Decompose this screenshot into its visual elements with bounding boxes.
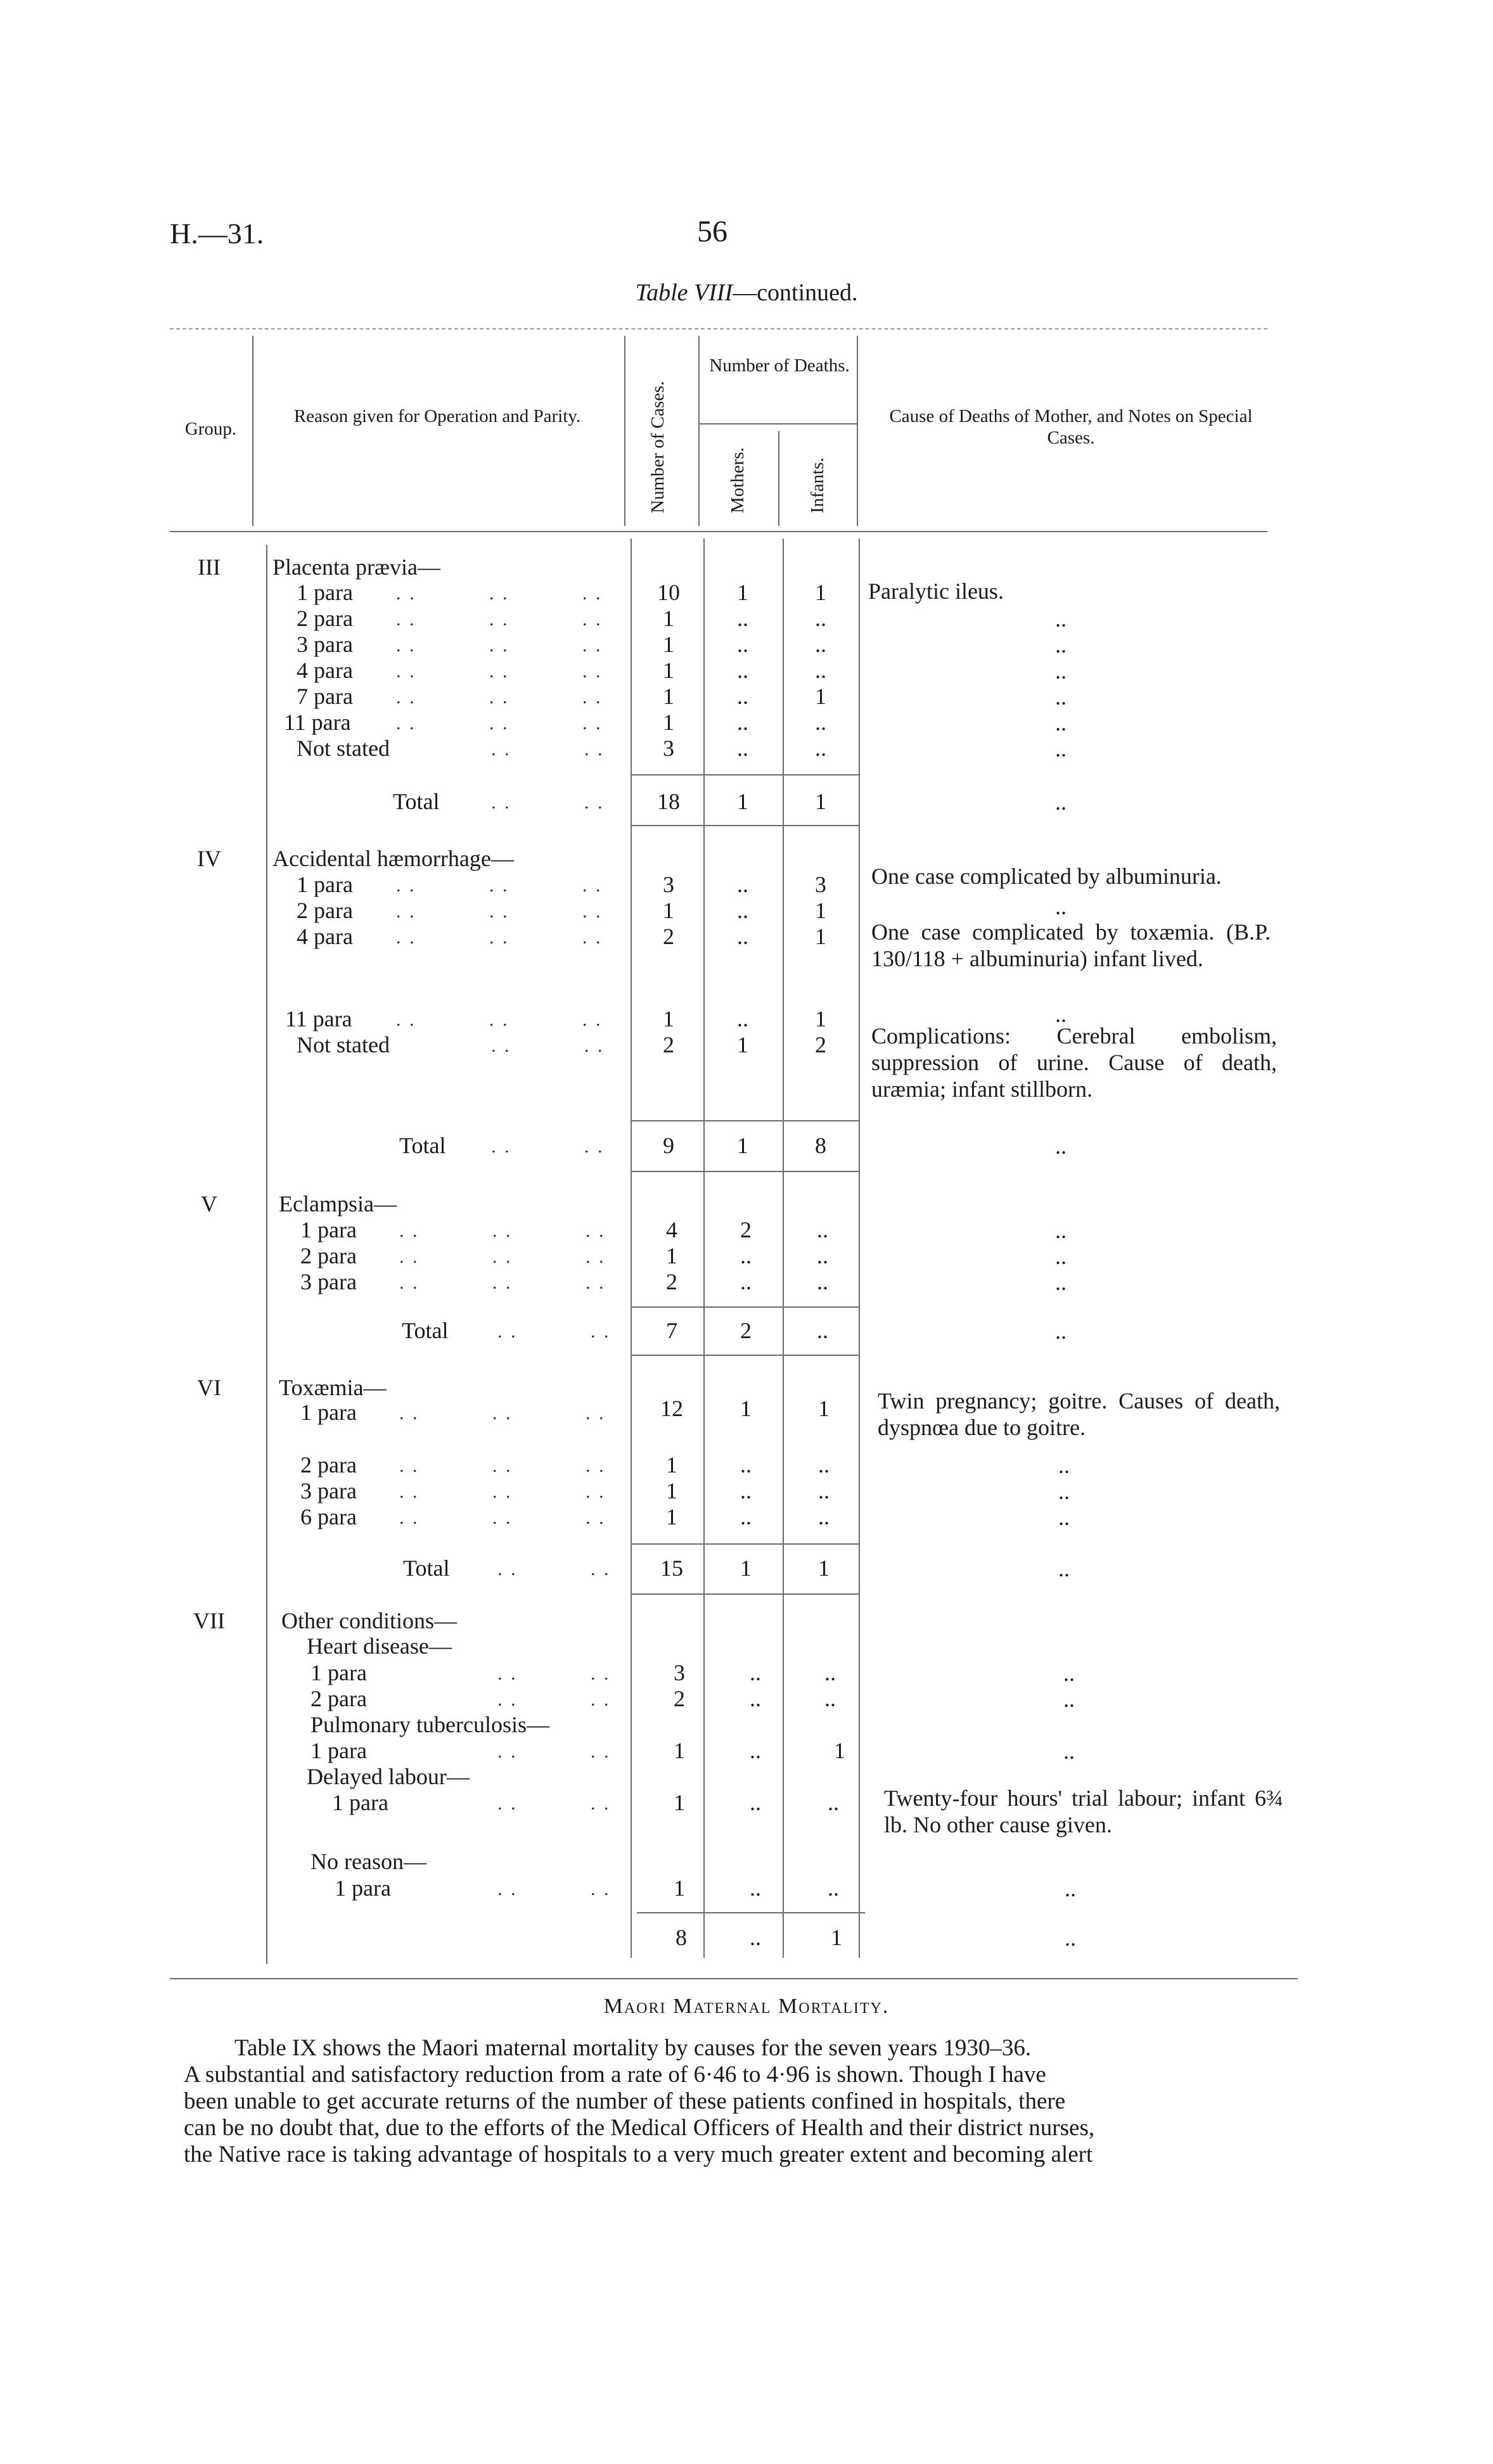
total-note: .. [1058, 1556, 1070, 1581]
group-heading: Accidental hæmorrhage— [272, 846, 514, 871]
row-note: Twenty-four hours' trial labour; infant 6¾ lb. No other cause given. [884, 1785, 1283, 1837]
row-label: 3 para [297, 632, 353, 657]
total-mothers: 1 [737, 789, 748, 814]
row-label: 1 para [311, 1738, 367, 1763]
row-mothers: .. [750, 1790, 761, 1815]
group-label: IV [197, 846, 221, 871]
row-mothers: .. [737, 632, 748, 657]
report-reference: H.—31. [170, 217, 264, 250]
row-infants: 1 [815, 580, 826, 605]
row-label: 1 para [300, 1217, 357, 1242]
row-cases: 10 [657, 580, 680, 605]
row-infants: .. [815, 606, 826, 631]
row-mothers: .. [737, 606, 748, 631]
paragraph-line: the Native race is taking advantage of hospitals to a very much greater extent and becoming alert [184, 2142, 1093, 2167]
row-note: .. [1055, 894, 1067, 919]
row-cases: 1 [666, 1243, 677, 1268]
table-caption-title: Table VIII [635, 279, 733, 306]
row-label: 4 para [297, 658, 353, 683]
row-infants: .. [824, 1660, 836, 1685]
row-note: .. [1055, 736, 1067, 762]
row-mothers: 1 [740, 1396, 752, 1421]
row-cases: 1 [674, 1790, 685, 1815]
row-cases: 1 [666, 1504, 677, 1529]
row-infants: 1 [815, 924, 826, 949]
total-label: Total [403, 1555, 450, 1581]
row-infants: .. [817, 1269, 828, 1294]
row-mothers: .. [740, 1243, 752, 1268]
total-infants: 1 [818, 1555, 830, 1581]
row-mothers: .. [737, 898, 748, 923]
row-cases: 1 [674, 1738, 685, 1763]
row-cases: 1 [663, 658, 674, 683]
row-label: 1 para [332, 1790, 388, 1815]
row-label: 1 para [335, 1875, 391, 1901]
row-label: 2 para [300, 1243, 357, 1268]
total-infants: 8 [815, 1133, 826, 1158]
row-mothers: 2 [740, 1217, 752, 1242]
row-mothers: .. [750, 1875, 761, 1901]
row-infants: .. [818, 1478, 830, 1503]
row-mothers: .. [740, 1452, 752, 1478]
total-mothers: .. [750, 1925, 761, 1950]
row-mothers: .. [737, 924, 748, 949]
row-note: .. [1055, 1218, 1067, 1243]
subgroup-heading: Delayed labour— [307, 1764, 470, 1789]
total-mothers: 1 [737, 1133, 748, 1158]
row-infants: 2 [815, 1032, 826, 1057]
total-infants: 1 [831, 1925, 842, 1950]
row-note: .. [1055, 606, 1067, 632]
row-cases: 1 [666, 1452, 677, 1478]
row-infants: .. [818, 1452, 830, 1478]
row-label: 11 para [284, 710, 351, 735]
row-infants: 1 [818, 1396, 830, 1421]
row-label: 1 para [297, 580, 353, 605]
group-heading: Eclampsia— [279, 1191, 397, 1216]
row-cases: 1 [663, 632, 674, 657]
row-infants: 1 [815, 898, 826, 923]
group-heading: Other conditions— [281, 1608, 457, 1633]
row-cases: 1 [663, 898, 674, 923]
row-mothers: .. [737, 658, 748, 683]
row-note: .. [1058, 1479, 1070, 1504]
row-note: .. [1065, 1876, 1076, 1901]
row-cases: 4 [666, 1217, 677, 1242]
row-label: Not stated [297, 736, 390, 761]
row-mothers: .. [750, 1660, 761, 1685]
row-infants: 3 [815, 872, 826, 897]
subgroup-heading: No reason— [311, 1849, 426, 1874]
row-mothers: .. [740, 1269, 752, 1294]
row-note: .. [1055, 1002, 1067, 1027]
row-cases: 2 [674, 1686, 685, 1711]
row-mothers: 1 [737, 1032, 748, 1057]
row-note: .. [1055, 658, 1067, 684]
total-infants: .. [817, 1318, 828, 1343]
row-label: 7 para [297, 684, 353, 709]
row-cases: 12 [660, 1396, 683, 1421]
row-label: 2 para [311, 1686, 367, 1711]
row-cases: 2 [663, 924, 674, 949]
col-notes-header: Cause of Deaths of Mother, and Notes on Special Cases. [889, 406, 1253, 448]
body-paragraph [184, 2035, 1286, 2168]
row-mothers: .. [737, 1006, 748, 1031]
row-infants: .. [815, 736, 826, 761]
col-reason-header: Reason given for Operation and Parity. [293, 406, 581, 426]
total-note: .. [1065, 1925, 1076, 1951]
row-note: .. [1055, 632, 1067, 658]
paragraph-line: Table IX shows the Maori maternal mortality by causes for the seven years 1930–36. [234, 2035, 1032, 2061]
total-note: .. [1055, 789, 1067, 815]
col-group-header: Group. [184, 419, 237, 439]
group-label: VII [193, 1608, 225, 1633]
table-caption-suffix: —continued. [733, 279, 858, 306]
row-label: 11 para [285, 1006, 352, 1031]
row-mothers: .. [737, 710, 748, 735]
col-cases-header: Number of Cases. [648, 381, 668, 513]
row-infants: .. [817, 1217, 828, 1242]
row-label: Not stated [297, 1032, 390, 1057]
table-caption [0, 279, 1493, 307]
total-cases: 18 [657, 789, 680, 814]
row-infants: .. [818, 1504, 830, 1529]
row-cases: 2 [663, 1032, 674, 1057]
row-infants: 1 [815, 1006, 826, 1031]
row-label: 3 para [300, 1269, 357, 1294]
row-label: 2 para [300, 1452, 357, 1478]
row-infants: .. [815, 658, 826, 683]
row-cases: 3 [674, 1660, 685, 1685]
row-mothers: .. [750, 1738, 761, 1763]
row-mothers: .. [737, 872, 748, 897]
subgroup-heading: Heart disease— [307, 1633, 452, 1659]
row-mothers: .. [737, 736, 748, 761]
paragraph-line: A substantial and satisfactory reduction from a rate of 6·46 to 4·96 is shown. Though I have [184, 2062, 1046, 2088]
row-infants: .. [828, 1875, 839, 1901]
group-label: III [198, 554, 221, 580]
group-heading: Placenta prævia— [272, 554, 440, 580]
row-cases: 1 [663, 684, 674, 709]
row-cases: 3 [663, 872, 674, 897]
total-infants: 1 [815, 789, 826, 814]
row-note: .. [1055, 710, 1067, 736]
row-label: 2 para [297, 606, 353, 631]
row-mothers: .. [740, 1478, 752, 1503]
group-label: V [201, 1191, 217, 1216]
row-infants: .. [815, 632, 826, 657]
total-mothers: 2 [740, 1318, 752, 1343]
row-cases: 3 [663, 736, 674, 761]
row-infants: .. [817, 1243, 828, 1268]
row-note: .. [1063, 1739, 1075, 1764]
row-cases: 1 [666, 1478, 677, 1503]
row-note: .. [1055, 684, 1067, 710]
row-label: 1 para [311, 1660, 367, 1685]
row-cases: 1 [674, 1875, 685, 1901]
row-note: One case complicated by toxæmia. (B.P. 130/118 + albuminuria) infant lived. [871, 919, 1271, 971]
row-note: Twin pregnancy; goitre. Causes of death, dyspnœa due to goitre. [878, 1388, 1280, 1440]
row-note: .. [1058, 1453, 1070, 1478]
total-cases: 15 [660, 1555, 683, 1581]
row-label: 2 para [297, 898, 353, 923]
total-note: .. [1055, 1133, 1067, 1159]
row-cases: 1 [663, 1006, 674, 1031]
total-cases: 8 [676, 1925, 687, 1950]
row-mothers: .. [737, 684, 748, 709]
col-mothers-header: Mothers. [727, 447, 748, 513]
row-note: .. [1058, 1505, 1070, 1530]
row-infants: .. [828, 1790, 839, 1815]
paragraph-line: been unable to get accurate returns of the number of these patients confined in hospitals, there [184, 2088, 1066, 2114]
subgroup-heading: Pulmonary tuberculosis— [311, 1712, 549, 1737]
row-infants: .. [824, 1686, 836, 1711]
row-note: .. [1063, 1687, 1075, 1712]
row-mothers: .. [740, 1504, 752, 1529]
row-infants: 1 [834, 1738, 845, 1763]
total-mothers: 1 [740, 1555, 752, 1581]
row-note: One case complicated by albuminuria. [871, 864, 1222, 889]
row-infants: .. [815, 710, 826, 735]
row-note: .. [1055, 1244, 1067, 1269]
row-label: 1 para [300, 1400, 357, 1425]
total-label: Total [399, 1133, 446, 1158]
row-mothers: .. [750, 1686, 761, 1711]
row-infants: 1 [815, 684, 826, 709]
total-label: Total [393, 789, 440, 814]
section-title: Maori Maternal Mortality. [603, 1995, 890, 2018]
group-heading: Toxæmia— [279, 1375, 387, 1400]
row-cases: 1 [663, 710, 674, 735]
group-label: VI [197, 1375, 221, 1400]
row-note: .. [1055, 1270, 1067, 1295]
col-infants-header: Infants. [807, 457, 828, 513]
row-cases: 1 [663, 606, 674, 631]
row-label: 1 para [297, 872, 353, 897]
row-label: 4 para [297, 924, 353, 949]
page-number: 56 [697, 215, 727, 248]
total-cases: 7 [666, 1318, 677, 1343]
row-mothers: 1 [737, 580, 748, 605]
row-cases: 2 [666, 1269, 677, 1294]
row-note: Paralytic ileus. [868, 578, 1004, 604]
row-note: .. [1063, 1661, 1075, 1686]
total-label: Total [402, 1318, 449, 1343]
row-label: 6 para [300, 1504, 357, 1529]
total-note: .. [1055, 1318, 1067, 1344]
row-note: Complications: Cerebral embolism, suppression of urine. Cause of death, uræmia; infant stillborn. [871, 1023, 1277, 1102]
row-label: 3 para [300, 1478, 357, 1503]
paragraph-line: can be no doubt that, due to the efforts of the Medical Officers of Health and their district nurses, [184, 2115, 1095, 2141]
total-cases: 9 [663, 1133, 674, 1158]
col-deaths-header: Number of Deaths. [709, 355, 850, 376]
